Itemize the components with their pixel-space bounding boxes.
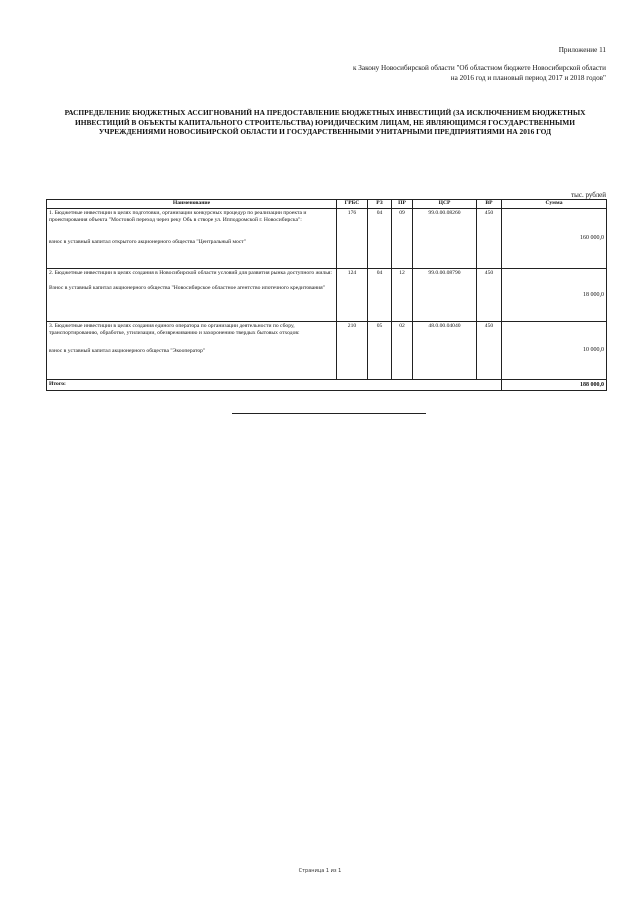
table-row (47, 208, 607, 268)
table-row (47, 268, 607, 321)
row-csr: 48.0.00.04040 (413, 321, 477, 379)
document-title: РАСПРЕДЕЛЕНИЕ БЮДЖЕТНЫХ АССИГНОВАНИЙ НА ПРЕДОСТАВЛЕНИЕ БЮДЖЕТНЫХ ИНВЕСТИЦИЙ (ЗА ИСКЛЮЧЕНИЕМ БЮДЖЕТНЫХ ИНВЕСТИЦИЙ В ОБЪЕКТЫ КАПИТАЛЬНОГО СТРОИТЕЛЬСТВА) ЮРИДИЧЕСКИМ ЛИЦАМ, НЕ ЯВЛЯЮЩИМСЯ ГОСУДАРСТВЕННЫМИ УЧРЕЖДЕНИЯМИ НОВОСИБИРСКОЙ ОБЛАСТИ И ГОСУДАРСТВЕННЫМИ УНИТАРНЫМИ ПРЕДПРИЯТИЯМИ НА 2016 ГОД (64, 108, 586, 137)
header-csr: ЦСР (413, 200, 477, 209)
row-grbs: 210 (337, 321, 368, 379)
row-subname: Взнос в уставный капитал акционерного общества "Новосибирское областное агентство ипотечного кредитования" (49, 285, 326, 292)
row-grbs: 124 (337, 268, 368, 321)
row-rz: 04 (368, 268, 392, 321)
header-sum: Сумма (502, 200, 607, 209)
row-grbs: 176 (337, 208, 368, 268)
row-name: 1. Бюджетные инвестиции в целях подготовки, организации конкурсных процедур по реализации проекта и проектирования объекта "Мостовой переход через реку Обь в створе ул. Ипподромской г. Новосибирска": (49, 209, 307, 224)
row-subname: взнос в уставный капитал акционерного общества "Экооператор" (49, 347, 206, 354)
row-sum: 10 000,0 (502, 321, 607, 379)
row-vr: 450 (477, 321, 502, 379)
header-rz: РЗ (368, 200, 392, 209)
header-pr: ПР (392, 200, 413, 209)
appendix-label: Приложение 11 (558, 46, 606, 54)
total-sum: 188 000,0 (502, 379, 607, 390)
row-vr: 450 (477, 268, 502, 321)
row-csr: 99.0.00.08790 (413, 268, 477, 321)
row-pr: 09 (392, 208, 413, 268)
separator-line (232, 413, 426, 414)
row-sum: 18 000,0 (502, 268, 607, 321)
total-label: Итого: (47, 379, 502, 390)
header-name: Наименование (47, 200, 337, 209)
table-row (47, 321, 607, 379)
row-name-cell (47, 208, 337, 268)
row-rz: 04 (368, 208, 392, 268)
total-row (47, 379, 607, 390)
row-name: 2. Бюджетные инвестиции в целях создания в Новосибирской области условий для развития рынка доступного жилья: (49, 269, 332, 276)
row-sum: 160 000,0 (502, 208, 607, 268)
header-grbs: ГРБС (337, 200, 368, 209)
table-header-row (47, 200, 607, 209)
row-csr: 99.0.00.08260 (413, 208, 477, 268)
row-pr: 12 (392, 268, 413, 321)
row-pr: 02 (392, 321, 413, 379)
row-name-cell (47, 268, 337, 321)
row-name-cell (47, 321, 337, 379)
row-name: 3. Бюджетные инвестиции в целях создания единого оператора по организации деятельности по сбору, транспортированию, обработке, утилизации, обезвреживанию и захоронению твердых бытовых отходов: (49, 322, 300, 337)
investment-table (46, 199, 607, 391)
row-subname: взнос в уставный капитал открытого акционерного общества "Центральный мост" (49, 238, 247, 245)
row-rz: 05 (368, 321, 392, 379)
law-reference: к Закону Новосибирской области "Об областном бюджете Новосибирской области на 2016 год и плановый период 2017 и 2018 годов" (353, 64, 606, 82)
unit-label: тыс. рублей (571, 191, 606, 199)
page-footer: Страница 1 из 1 (298, 868, 342, 874)
row-vr: 450 (477, 208, 502, 268)
header-vr: ВР (477, 200, 502, 209)
